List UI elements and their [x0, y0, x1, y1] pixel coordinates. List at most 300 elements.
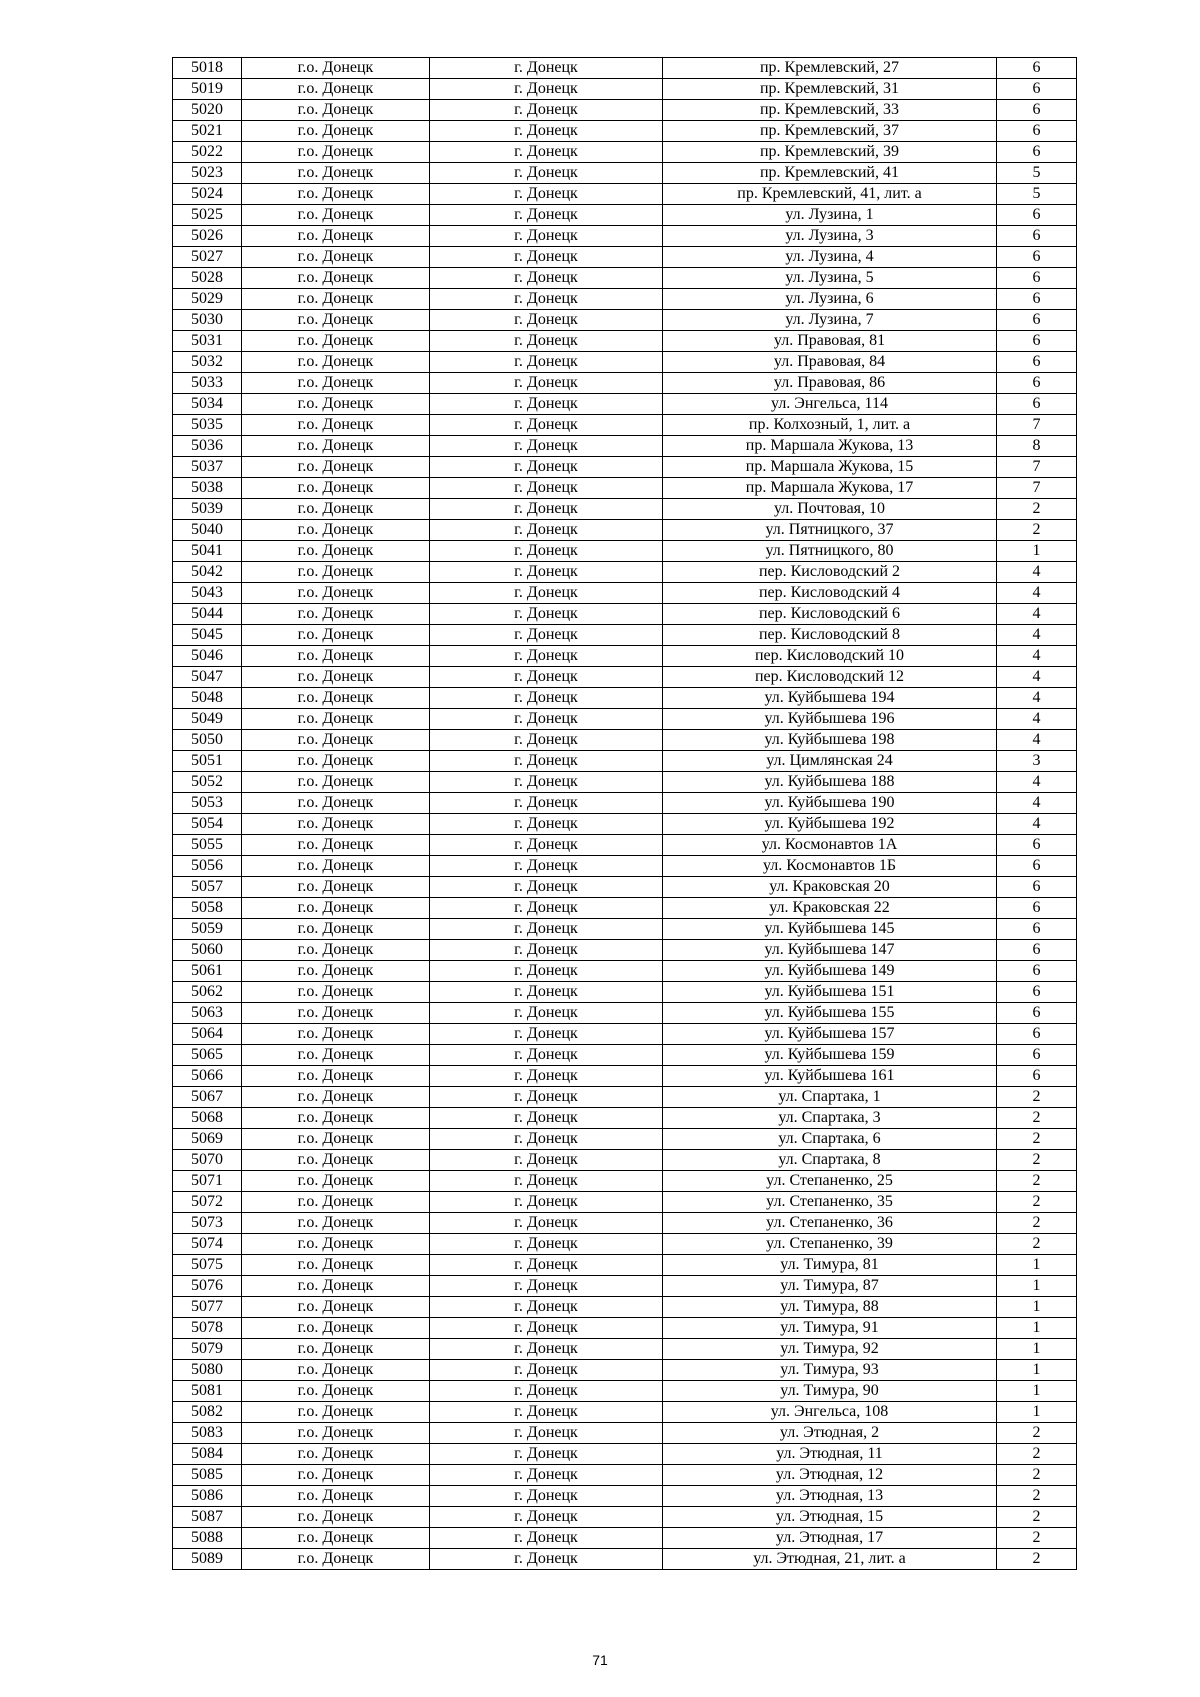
district-cell: г.о. Донецк: [242, 1150, 430, 1171]
address-cell: пр. Маршала Жукова, 13: [663, 436, 997, 457]
district-cell: г.о. Донецк: [242, 1255, 430, 1276]
district-cell: г.о. Донецк: [242, 1045, 430, 1066]
table-row: [173, 667, 1077, 688]
district-cell: г.о. Донецк: [242, 394, 430, 415]
district-cell: г.о. Донецк: [242, 331, 430, 352]
table-row: [173, 1129, 1077, 1150]
value-cell: 1: [997, 541, 1077, 562]
city-cell: г. Донецк: [430, 730, 663, 751]
city-cell: г. Донецк: [430, 751, 663, 772]
city-cell: г. Донецк: [430, 499, 663, 520]
table-row: [173, 919, 1077, 940]
value-cell: 5: [997, 163, 1077, 184]
table-row: [173, 856, 1077, 877]
city-cell: г. Донецк: [430, 415, 663, 436]
address-cell: пр. Кремлевский, 33: [663, 100, 997, 121]
table-row: [173, 100, 1077, 121]
value-cell: 4: [997, 667, 1077, 688]
table-row: [173, 289, 1077, 310]
row-number-cell: 5048: [173, 688, 242, 709]
district-cell: г.о. Донецк: [242, 1423, 430, 1444]
row-number-cell: 5069: [173, 1129, 242, 1150]
table-row: [173, 562, 1077, 583]
city-cell: г. Донецк: [430, 625, 663, 646]
district-cell: г.о. Донецк: [242, 604, 430, 625]
district-cell: г.о. Донецк: [242, 1381, 430, 1402]
table-row: [173, 793, 1077, 814]
address-table: [172, 57, 1077, 1570]
district-cell: г.о. Донецк: [242, 667, 430, 688]
table-row: [173, 58, 1077, 79]
district-cell: г.о. Донецк: [242, 751, 430, 772]
value-cell: 6: [997, 142, 1077, 163]
city-cell: г. Донецк: [430, 79, 663, 100]
row-number-cell: 5026: [173, 226, 242, 247]
city-cell: г. Донецк: [430, 1171, 663, 1192]
value-cell: 6: [997, 961, 1077, 982]
value-cell: 2: [997, 520, 1077, 541]
row-number-cell: 5045: [173, 625, 242, 646]
city-cell: г. Донецк: [430, 1318, 663, 1339]
district-cell: г.о. Донецк: [242, 1297, 430, 1318]
value-cell: 5: [997, 184, 1077, 205]
city-cell: г. Донецк: [430, 1192, 663, 1213]
row-number-cell: 5074: [173, 1234, 242, 1255]
table-row: [173, 1528, 1077, 1549]
row-number-cell: 5027: [173, 247, 242, 268]
table-row: [173, 1108, 1077, 1129]
city-cell: г. Донецк: [430, 814, 663, 835]
district-cell: г.о. Донецк: [242, 352, 430, 373]
district-cell: г.о. Донецк: [242, 877, 430, 898]
address-cell: пер. Кисловодский 6: [663, 604, 997, 625]
city-cell: г. Донецк: [430, 373, 663, 394]
address-cell: ул. Куйбышева 151: [663, 982, 997, 1003]
address-cell: ул. Спартака, 8: [663, 1150, 997, 1171]
city-cell: г. Донецк: [430, 457, 663, 478]
value-cell: 6: [997, 268, 1077, 289]
table-row: [173, 163, 1077, 184]
address-cell: ул. Куйбышева 159: [663, 1045, 997, 1066]
table-row: [173, 457, 1077, 478]
value-cell: 2: [997, 1486, 1077, 1507]
district-cell: г.о. Донецк: [242, 961, 430, 982]
table-row: [173, 1402, 1077, 1423]
city-cell: г. Донецк: [430, 352, 663, 373]
city-cell: г. Донецк: [430, 289, 663, 310]
table-row: [173, 688, 1077, 709]
address-cell: пер. Кисловодский 10: [663, 646, 997, 667]
address-cell: ул. Лузина, 4: [663, 247, 997, 268]
row-number-cell: 5075: [173, 1255, 242, 1276]
city-cell: г. Донецк: [430, 1255, 663, 1276]
table-row: [173, 604, 1077, 625]
row-number-cell: 5070: [173, 1150, 242, 1171]
row-number-cell: 5054: [173, 814, 242, 835]
address-cell: ул. Тимура, 91: [663, 1318, 997, 1339]
district-cell: г.о. Донецк: [242, 1465, 430, 1486]
address-cell: ул. Тимура, 90: [663, 1381, 997, 1402]
value-cell: 4: [997, 793, 1077, 814]
city-cell: г. Донецк: [430, 1360, 663, 1381]
city-cell: г. Донецк: [430, 961, 663, 982]
district-cell: г.о. Донецк: [242, 163, 430, 184]
city-cell: г. Донецк: [430, 226, 663, 247]
table-row: [173, 142, 1077, 163]
address-cell: ул. Этюдная, 17: [663, 1528, 997, 1549]
value-cell: 6: [997, 79, 1077, 100]
address-cell: пр. Колхозный, 1, лит. а: [663, 415, 997, 436]
table-row: [173, 1465, 1077, 1486]
table-row: [173, 730, 1077, 751]
row-number-cell: 5046: [173, 646, 242, 667]
district-cell: г.о. Донецк: [242, 1339, 430, 1360]
table-row: [173, 709, 1077, 730]
value-cell: 6: [997, 310, 1077, 331]
value-cell: 8: [997, 436, 1077, 457]
table-row: [173, 1507, 1077, 1528]
address-cell: ул. Спартака, 6: [663, 1129, 997, 1150]
row-number-cell: 5038: [173, 478, 242, 499]
row-number-cell: 5039: [173, 499, 242, 520]
table-row: [173, 1339, 1077, 1360]
value-cell: 6: [997, 1045, 1077, 1066]
address-cell: ул. Этюдная, 15: [663, 1507, 997, 1528]
district-cell: г.о. Донецк: [242, 58, 430, 79]
address-table-body: [173, 58, 1077, 1570]
district-cell: г.о. Донецк: [242, 184, 430, 205]
value-cell: 6: [997, 373, 1077, 394]
row-number-cell: 5064: [173, 1024, 242, 1045]
district-cell: г.о. Донецк: [242, 730, 430, 751]
city-cell: г. Донецк: [430, 772, 663, 793]
city-cell: г. Донецк: [430, 394, 663, 415]
table-row: [173, 499, 1077, 520]
row-number-cell: 5055: [173, 835, 242, 856]
city-cell: г. Донецк: [430, 1549, 663, 1570]
row-number-cell: 5023: [173, 163, 242, 184]
address-cell: ул. Этюдная, 13: [663, 1486, 997, 1507]
value-cell: 2: [997, 1171, 1077, 1192]
table-row: [173, 1381, 1077, 1402]
table-row: [173, 625, 1077, 646]
table-row: [173, 772, 1077, 793]
row-number-cell: 5079: [173, 1339, 242, 1360]
district-cell: г.о. Донецк: [242, 499, 430, 520]
address-cell: пр. Кремлевский, 31: [663, 79, 997, 100]
district-cell: г.о. Донецк: [242, 100, 430, 121]
value-cell: 6: [997, 877, 1077, 898]
city-cell: г. Донецк: [430, 562, 663, 583]
table-row: [173, 415, 1077, 436]
city-cell: г. Донецк: [430, 1465, 663, 1486]
address-cell: пр. Кремлевский, 37: [663, 121, 997, 142]
row-number-cell: 5028: [173, 268, 242, 289]
value-cell: 6: [997, 982, 1077, 1003]
city-cell: г. Донецк: [430, 184, 663, 205]
row-number-cell: 5034: [173, 394, 242, 415]
row-number-cell: 5058: [173, 898, 242, 919]
value-cell: 6: [997, 205, 1077, 226]
row-number-cell: 5073: [173, 1213, 242, 1234]
row-number-cell: 5060: [173, 940, 242, 961]
district-cell: г.о. Донецк: [242, 835, 430, 856]
address-cell: ул. Степаненко, 25: [663, 1171, 997, 1192]
address-cell: ул. Спартака, 1: [663, 1087, 997, 1108]
row-number-cell: 5072: [173, 1192, 242, 1213]
city-cell: г. Донецк: [430, 331, 663, 352]
value-cell: 2: [997, 1234, 1077, 1255]
table-row: [173, 835, 1077, 856]
address-cell: пер. Кисловодский 12: [663, 667, 997, 688]
table-row: [173, 1276, 1077, 1297]
row-number-cell: 5061: [173, 961, 242, 982]
address-cell: ул. Энгельса, 114: [663, 394, 997, 415]
row-number-cell: 5043: [173, 583, 242, 604]
address-cell: ул. Куйбышева 149: [663, 961, 997, 982]
address-cell: ул. Лузина, 7: [663, 310, 997, 331]
value-cell: 6: [997, 331, 1077, 352]
row-number-cell: 5032: [173, 352, 242, 373]
value-cell: 1: [997, 1276, 1077, 1297]
district-cell: г.о. Донецк: [242, 205, 430, 226]
city-cell: г. Донецк: [430, 940, 663, 961]
district-cell: г.о. Донецк: [242, 247, 430, 268]
table-row: [173, 121, 1077, 142]
value-cell: 4: [997, 604, 1077, 625]
address-cell: ул. Тимура, 87: [663, 1276, 997, 1297]
value-cell: 6: [997, 58, 1077, 79]
row-number-cell: 5080: [173, 1360, 242, 1381]
address-cell: ул. Цимлянская 24: [663, 751, 997, 772]
address-cell: ул. Куйбышева 192: [663, 814, 997, 835]
row-number-cell: 5024: [173, 184, 242, 205]
table-row: [173, 1423, 1077, 1444]
address-cell: ул. Энгельса, 108: [663, 1402, 997, 1423]
district-cell: г.о. Донецк: [242, 1507, 430, 1528]
address-cell: пр. Кремлевский, 41, лит. а: [663, 184, 997, 205]
row-number-cell: 5059: [173, 919, 242, 940]
district-cell: г.о. Донецк: [242, 457, 430, 478]
district-cell: г.о. Донецк: [242, 1528, 430, 1549]
table-row: [173, 184, 1077, 205]
value-cell: 6: [997, 394, 1077, 415]
address-cell: ул. Краковская 22: [663, 898, 997, 919]
city-cell: г. Донецк: [430, 142, 663, 163]
address-cell: ул. Куйбышева 198: [663, 730, 997, 751]
district-cell: г.о. Донецк: [242, 814, 430, 835]
value-cell: 7: [997, 457, 1077, 478]
row-number-cell: 5057: [173, 877, 242, 898]
table-row: [173, 205, 1077, 226]
row-number-cell: 5031: [173, 331, 242, 352]
value-cell: 1: [997, 1360, 1077, 1381]
district-cell: г.о. Донецк: [242, 289, 430, 310]
value-cell: 7: [997, 415, 1077, 436]
district-cell: г.о. Донецк: [242, 373, 430, 394]
value-cell: 1: [997, 1297, 1077, 1318]
district-cell: г.о. Донецк: [242, 919, 430, 940]
row-number-cell: 5025: [173, 205, 242, 226]
district-cell: г.о. Донецк: [242, 268, 430, 289]
city-cell: г. Донецк: [430, 1276, 663, 1297]
value-cell: 2: [997, 1444, 1077, 1465]
table-row: [173, 226, 1077, 247]
table-row: [173, 1234, 1077, 1255]
value-cell: 6: [997, 1024, 1077, 1045]
district-cell: г.о. Донецк: [242, 772, 430, 793]
value-cell: 2: [997, 1549, 1077, 1570]
city-cell: г. Донецк: [430, 121, 663, 142]
city-cell: г. Донецк: [430, 646, 663, 667]
row-number-cell: 5050: [173, 730, 242, 751]
address-cell: ул. Правовая, 81: [663, 331, 997, 352]
address-cell: ул. Куйбышева 161: [663, 1066, 997, 1087]
value-cell: 1: [997, 1318, 1077, 1339]
value-cell: 3: [997, 751, 1077, 772]
address-cell: ул. Тимура, 92: [663, 1339, 997, 1360]
table-row: [173, 1549, 1077, 1570]
city-cell: г. Донецк: [430, 604, 663, 625]
city-cell: г. Донецк: [430, 856, 663, 877]
table-row: [173, 961, 1077, 982]
table-row: [173, 1045, 1077, 1066]
district-cell: г.о. Донецк: [242, 625, 430, 646]
address-cell: ул. Краковская 20: [663, 877, 997, 898]
district-cell: г.о. Донецк: [242, 1024, 430, 1045]
row-number-cell: 5044: [173, 604, 242, 625]
value-cell: 4: [997, 646, 1077, 667]
address-cell: ул. Тимура, 93: [663, 1360, 997, 1381]
row-number-cell: 5063: [173, 1003, 242, 1024]
district-cell: г.о. Донецк: [242, 1129, 430, 1150]
district-cell: г.о. Донецк: [242, 646, 430, 667]
address-cell: ул. Правовая, 84: [663, 352, 997, 373]
value-cell: 2: [997, 1528, 1077, 1549]
value-cell: 1: [997, 1402, 1077, 1423]
city-cell: г. Донецк: [430, 709, 663, 730]
table-row: [173, 352, 1077, 373]
address-cell: ул. Этюдная, 21, лит. а: [663, 1549, 997, 1570]
district-cell: г.о. Донецк: [242, 436, 430, 457]
table-row: [173, 751, 1077, 772]
table-row: [173, 478, 1077, 499]
city-cell: г. Донецк: [430, 1423, 663, 1444]
city-cell: г. Донецк: [430, 667, 663, 688]
district-cell: г.о. Донецк: [242, 1066, 430, 1087]
address-cell: пр. Кремлевский, 39: [663, 142, 997, 163]
row-number-cell: 5020: [173, 100, 242, 121]
value-cell: 6: [997, 856, 1077, 877]
row-number-cell: 5056: [173, 856, 242, 877]
address-cell: пр. Кремлевский, 27: [663, 58, 997, 79]
address-cell: ул. Пятницкого, 80: [663, 541, 997, 562]
row-number-cell: 5053: [173, 793, 242, 814]
district-cell: г.о. Донецк: [242, 1003, 430, 1024]
value-cell: 2: [997, 1213, 1077, 1234]
address-cell: ул. Лузина, 5: [663, 268, 997, 289]
district-cell: г.о. Донецк: [242, 709, 430, 730]
value-cell: 6: [997, 289, 1077, 310]
city-cell: г. Донецк: [430, 1486, 663, 1507]
table-row: [173, 814, 1077, 835]
row-number-cell: 5083: [173, 1423, 242, 1444]
row-number-cell: 5018: [173, 58, 242, 79]
city-cell: г. Донецк: [430, 163, 663, 184]
district-cell: г.о. Донецк: [242, 793, 430, 814]
value-cell: 6: [997, 226, 1077, 247]
row-number-cell: 5066: [173, 1066, 242, 1087]
address-cell: пр. Кремлевский, 41: [663, 163, 997, 184]
address-cell: пер. Кисловодский 4: [663, 583, 997, 604]
value-cell: 6: [997, 835, 1077, 856]
table-row: [173, 1255, 1077, 1276]
district-cell: г.о. Донецк: [242, 1276, 430, 1297]
row-number-cell: 5065: [173, 1045, 242, 1066]
district-cell: г.о. Донецк: [242, 1192, 430, 1213]
table-row: [173, 583, 1077, 604]
value-cell: 2: [997, 1150, 1077, 1171]
district-cell: г.о. Донецк: [242, 1108, 430, 1129]
address-cell: ул. Космонавтов 1А: [663, 835, 997, 856]
table-row: [173, 1003, 1077, 1024]
city-cell: г. Донецк: [430, 436, 663, 457]
value-cell: 6: [997, 1003, 1077, 1024]
city-cell: г. Донецк: [430, 835, 663, 856]
address-cell: ул. Куйбышева 157: [663, 1024, 997, 1045]
row-number-cell: 5076: [173, 1276, 242, 1297]
value-cell: 2: [997, 1507, 1077, 1528]
district-cell: г.о. Донецк: [242, 1213, 430, 1234]
city-cell: г. Донецк: [430, 919, 663, 940]
row-number-cell: 5078: [173, 1318, 242, 1339]
value-cell: 1: [997, 1339, 1077, 1360]
value-cell: 4: [997, 730, 1077, 751]
district-cell: г.о. Донецк: [242, 121, 430, 142]
row-number-cell: 5019: [173, 79, 242, 100]
row-number-cell: 5082: [173, 1402, 242, 1423]
value-cell: 2: [997, 1192, 1077, 1213]
table-row: [173, 268, 1077, 289]
value-cell: 4: [997, 688, 1077, 709]
city-cell: г. Донецк: [430, 877, 663, 898]
value-cell: 4: [997, 583, 1077, 604]
row-number-cell: 5077: [173, 1297, 242, 1318]
city-cell: г. Донецк: [430, 1213, 663, 1234]
row-number-cell: 5021: [173, 121, 242, 142]
table-row: [173, 436, 1077, 457]
row-number-cell: 5051: [173, 751, 242, 772]
page-number: 71: [592, 1652, 608, 1668]
table-row: [173, 1444, 1077, 1465]
address-cell: ул. Этюдная, 12: [663, 1465, 997, 1486]
value-cell: 4: [997, 625, 1077, 646]
address-cell: ул. Космонавтов 1Б: [663, 856, 997, 877]
city-cell: г. Донецк: [430, 1024, 663, 1045]
table-row: [173, 982, 1077, 1003]
city-cell: г. Донецк: [430, 793, 663, 814]
district-cell: г.о. Донецк: [242, 940, 430, 961]
table-row: [173, 331, 1077, 352]
city-cell: г. Донецк: [430, 310, 663, 331]
row-number-cell: 5087: [173, 1507, 242, 1528]
address-cell: ул. Этюдная, 11: [663, 1444, 997, 1465]
row-number-cell: 5049: [173, 709, 242, 730]
city-cell: г. Донецк: [430, 1087, 663, 1108]
value-cell: 2: [997, 1087, 1077, 1108]
district-cell: г.о. Донецк: [242, 1318, 430, 1339]
table-row: [173, 940, 1077, 961]
